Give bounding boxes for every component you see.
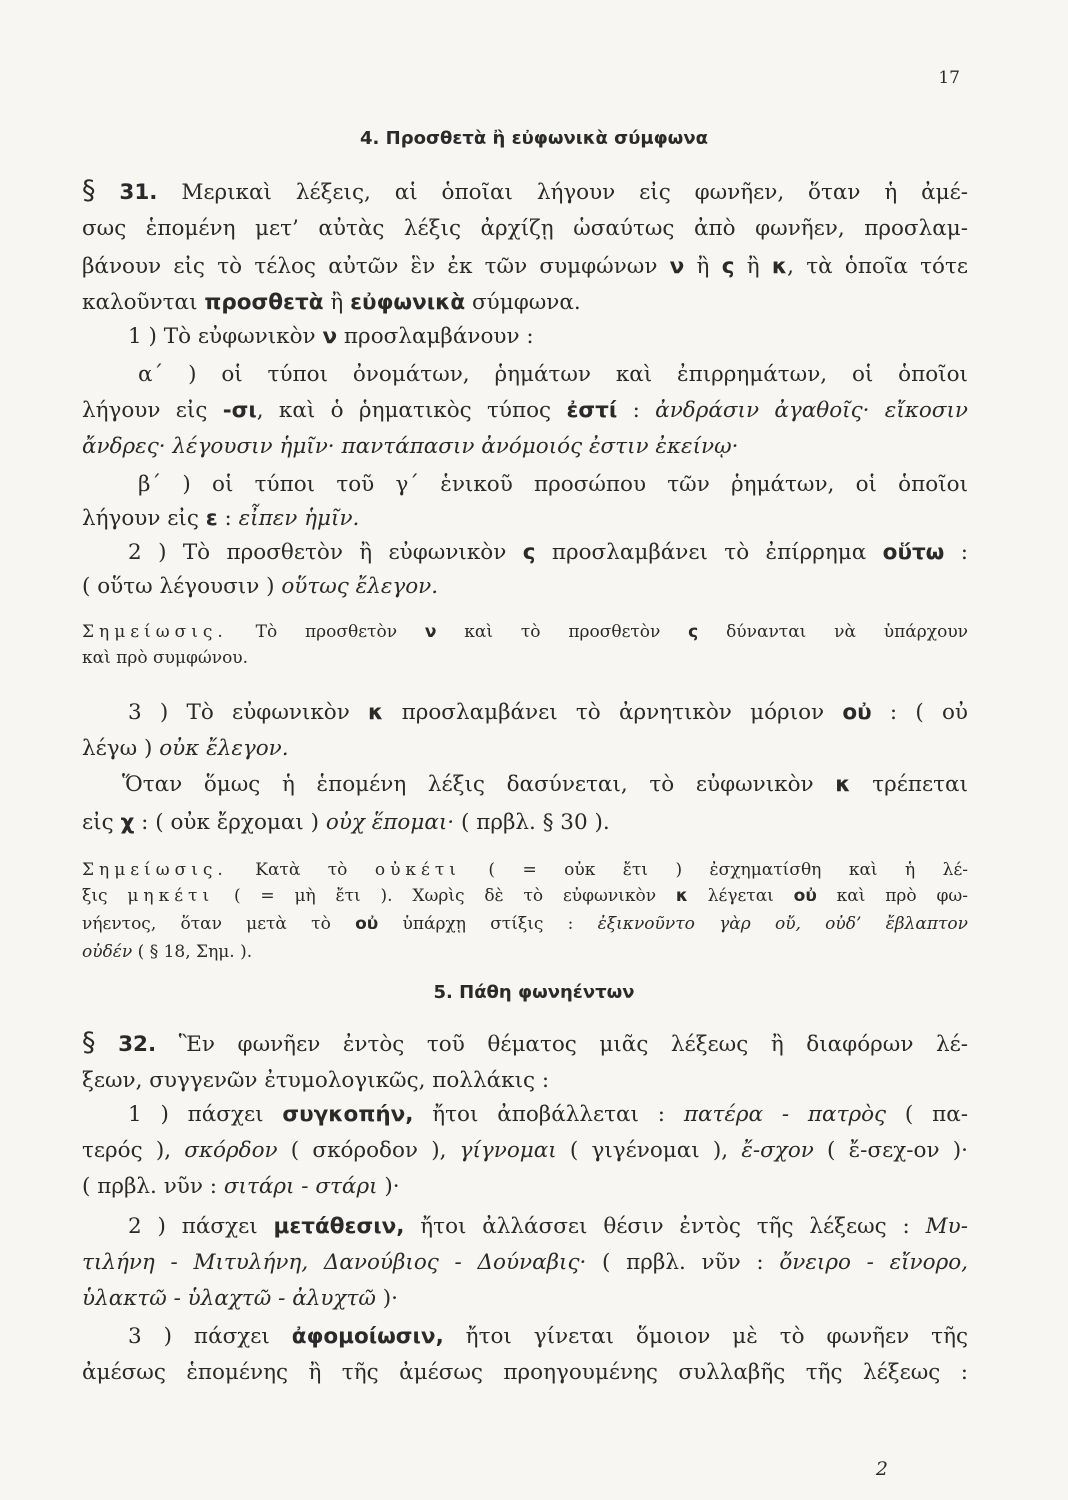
term-efonika: εὐφωνικὰ — [350, 290, 466, 315]
paragraph-31-line-4: καλοῦνται προσθετὰ ἢ εὐφωνικὰ σύμφωνα. — [82, 290, 581, 315]
note-1-line-1: Σημείωσις. Τὸ προσθετὸν ν καὶ τὸ προσθετὸν ς δύνανται νὰ ὑπάρχουν — [82, 622, 968, 642]
note-1-line-2: καὶ πρὸ συμφώνου. — [82, 648, 249, 668]
signature-mark: 2 — [875, 1458, 888, 1480]
section-heading-5: 5. Πάθη φωνηέντων — [433, 982, 635, 1003]
paragraph-31-line-3: βάνουν εἰς τὸ τέλος αὐτῶν ἓν ἐκ τῶν συμφώνων ν ἢ ς ἢ κ, τὰ ὁποῖα τότε — [82, 254, 968, 279]
item-3-line-3: Ὅταν ὅμως ἡ ἑπομένη λέξις δασύνεται, τὸ εὐφωνικὸν κ τρέπεται — [122, 772, 969, 797]
item-1a-line-1: α΄ ) οἱ τύποι ὀνομάτων, ῥημάτων καὶ ἐπιρρημάτων, οἱ ὁποῖοι — [138, 362, 968, 387]
note-label: Σημείωσις. — [82, 860, 228, 880]
item-32-2-line-2: τιλήνη - Μιτυλήνη, Δανούβιος - Δούναβις· ( πρβλ. νῦν : ὄνειρο - εἴνορο, — [82, 1250, 968, 1275]
item-32-3-line-2: ἀμέσως ἑπομένης ἢ τῆς ἀμέσως προηγουμένης συλλαβῆς τῆς λέξεως : — [82, 1360, 968, 1385]
paragraph-31-line-1: § 31. Μερικαὶ λέξεις, αἱ ὁποῖαι λήγουν εἰς φωνῆεν, ὅταν ἡ ἀμέ- — [82, 175, 968, 206]
item-1b-line-1: β΄ ) οἱ τύποι τοῦ γ΄ ἑνικοῦ προσώπου τῶν ῥημάτων, οἱ ὁποῖοι — [138, 472, 968, 497]
paragraph-31-line-2: σως ἑπομένη μετ’ αὐτὰς λέξις ἀρχίζῃ ὡσαύτως ἀπὸ φωνῆεν, προσλαμ- — [82, 216, 968, 241]
item-32-3-line-1: 3 ) πάσχει ἀφομοίωσιν, ἤτοι γίνεται ὅμοιον μὲ τὸ φωνῆεν τῆς — [128, 1324, 968, 1349]
section-sign: § — [82, 175, 96, 206]
paragraph-number: 32. — [118, 1032, 157, 1057]
term-syncope: συγκοπήν, — [282, 1102, 414, 1127]
item-1-heading: 1 ) Τὸ εὐφωνικὸν ν προσλαμβάνουν : — [128, 324, 534, 349]
note-label: Σημείωσις. — [82, 622, 228, 642]
term-prostheta: προσθετὰ — [204, 290, 324, 315]
item-1a-line-2: λήγουν εἰς -σι, καὶ ὁ ῥηματικὸς τύπος ἐστί : ἀνδράσιν ἀγαθοῖς· εἴκοσιν — [82, 398, 968, 423]
section-sign: § — [82, 1027, 96, 1058]
item-32-1-line-2: τερός ), σκόρδον ( σκόροδον ), γίγνομαι ( γιγένομαι ), ἔ-σχον ( ἔ-σεχ-ον )· — [82, 1138, 968, 1163]
item-2-line-1: 2 ) Τὸ προσθετὸν ἢ εὐφωνικὸν ς προσλαμβάνει τὸ ἐπίρρημα οὕτω : — [128, 540, 969, 565]
term-metathesis: μετάθεσιν, — [273, 1214, 405, 1239]
item-1a-examples: ἄνδρες· λέγουσιν ἡμῖν· παντάπασιν ἀνόμοιός ἐστιν ἐκείνῳ· — [82, 434, 739, 459]
paragraph-32-line-2: ξεων, συγγενῶν ἐτυμολογικῶς, πολλάκις : — [82, 1068, 550, 1093]
note-2-line-3: νήεντος, ὅταν μετὰ τὸ οὐ ὑπάρχῃ στίξις : ἐξικνοῦντο γὰρ οὔ, οὐδ’ ἔβλαπτον — [82, 914, 968, 934]
note-2-line-4: οὐδέν ( § 18, Σημ. ). — [82, 942, 253, 962]
section-heading-4: 4. Προσθετὰ ἢ εὐφωνικὰ σύμφωνα — [360, 128, 708, 149]
term-assimilation: ἀφομοίωσιν, — [291, 1324, 444, 1349]
note-2-line-2: ξις μηκέτι ( = μὴ ἔτι ). Χωρὶς δὲ τὸ εὐφωνικὸν κ λέγεται οὐ καὶ πρὸ φω- — [82, 886, 968, 906]
note-2-line-1: Σημείωσις. Κατὰ τὸ οὐκέτι ( = οὐκ ἔτι ) ἐσχηματίσθη καὶ ἡ λέ- — [82, 860, 968, 880]
page-number: 17 — [938, 68, 960, 88]
item-3-line-2: λέγω ) οὐκ ἔλεγον. — [82, 736, 289, 761]
item-32-1-line-1: 1 ) πάσχει συγκοπήν, ἤτοι ἀποβάλλεται : πατέρα - πατρὸς ( πα- — [128, 1102, 968, 1127]
item-32-2-line-1: 2 ) πάσχει μετάθεσιν, ἤτοι ἀλλάσσει θέσιν ἐντὸς τῆς λέξεως : Μυ- — [128, 1214, 968, 1239]
item-3-line-4: εἰς χ : ( οὐκ ἔρχομαι ) οὐχ ἕπομαι· ( πρβλ. § 30 ). — [82, 810, 610, 835]
item-2-line-2: ( οὕτω λέγουσιν ) οὕτως ἔλεγον. — [82, 574, 439, 599]
paragraph-number: 31. — [119, 180, 158, 205]
item-32-2-line-3: ὑλακτῶ - ὑλαχτῶ - ἀλυχτῶ )· — [82, 1286, 399, 1311]
paragraph-32-line-1: § 32. Ἓν φωνῆεν ἐντὸς τοῦ θέματος μιᾶς λέξεως ἢ διαφόρων λέ- — [82, 1027, 968, 1058]
item-32-1-line-3: ( πρβλ. νῦν : σιτάρι - στάρι )· — [82, 1174, 400, 1199]
item-3-line-1: 3 ) Τὸ εὐφωνικὸν κ προσλαμβάνει τὸ ἀρνητικὸν μόριον οὐ : ( οὐ — [128, 700, 968, 725]
item-1b-line-2: λήγουν εἰς ε : εἶπεν ἡμῖν. — [82, 506, 360, 531]
